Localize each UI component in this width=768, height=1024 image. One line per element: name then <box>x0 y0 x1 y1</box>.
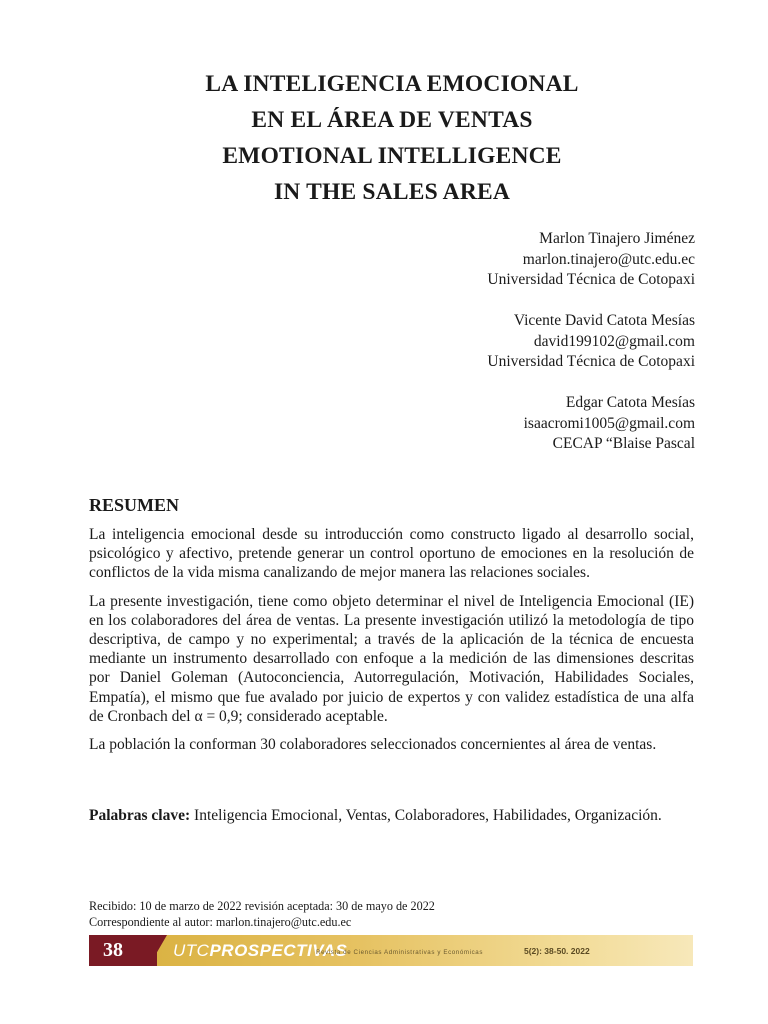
title-line: EN EL ÁREA DE VENTAS <box>251 107 533 133</box>
journal-subtitle: Revista de Ciencias Administrativas y Económicas <box>316 949 484 956</box>
title-line: IN THE SALES AREA <box>273 179 511 205</box>
correspondence-note: Correspondiente al autor: marlon.tinajero@utc.edu.ec <box>89 914 352 929</box>
author-name: Edgar Catota Mesías <box>565 394 695 411</box>
title-line: LA INTELIGENCIA EMOCIONAL <box>205 71 579 97</box>
keywords-label: Palabras clave: <box>89 807 191 824</box>
author-affiliation: Universidad Técnica de Cotopaxi <box>487 271 695 288</box>
author-affiliation: CECAP “Blaise Pascal <box>552 435 695 452</box>
author-list <box>487 229 695 475</box>
keywords <box>89 806 709 826</box>
author-name: Marlon Tinajero Jiménez <box>539 230 695 247</box>
abstract-body <box>89 525 694 763</box>
journal-name: PROSPECTIVAS <box>209 941 348 960</box>
author-block <box>487 393 695 455</box>
abstract-paragraph: La inteligencia emocional desde su introducción como constructo ligado al desarrollo social, psicológico y afectivo, pretende generar un control oportuno de emociones en la resolución de conflictos de la vida misma canalizando de mejor manera las relaciones sociales. <box>89 526 694 582</box>
author-email: david199102@gmail.com <box>533 332 695 350</box>
journal-footer <box>89 935 693 966</box>
author-affiliation: Universidad Técnica de Cotopaxi <box>487 353 695 370</box>
footer-slant-decoration <box>149 935 167 966</box>
article-title <box>0 66 768 210</box>
abstract-heading: RESUMEN <box>89 495 180 515</box>
page-number: 38 <box>89 935 157 966</box>
author-block <box>487 229 695 291</box>
keywords-text: Inteligencia Emocional, Ventas, Colaboradores, Habilidades, Organización. <box>190 807 662 824</box>
journal-issue: 5(2): 38-50. 2022 <box>524 946 590 956</box>
received-note: Recibido: 10 de marzo de 2022 revisión aceptada: 30 de mayo de 2022 <box>89 899 435 913</box>
author-email: isaacromi1005@gmail.com <box>523 414 695 432</box>
author-email: marlon.tinajero@utc.edu.ec <box>522 250 695 268</box>
author-block <box>487 311 695 373</box>
abstract-paragraph: La población la conforman 30 colaboradores seleccionados concernientes al área de ventas. <box>89 736 657 754</box>
author-name: Vicente David Catota Mesías <box>513 312 695 329</box>
journal-prefix: UTC <box>173 941 210 960</box>
abstract-paragraph: La presente investigación, tiene como objeto determinar el nivel de Inteligencia Emocional (IE) en los colaboradores del área de ventas. La presente investigación utilizó la metodología de tipo descriptiva, de campo y no experimental; a través de la aplicación de la técnica de encuesta mediante un instrumento desarrollado con enfoque a la medición de las dimensiones descritas por Daniel Goleman (Autoconciencia, Autorregulación, Motivación, Habilidades Sociales, Empatía), el mismo que fue avalado por juicio de expertos y con validez estadística de una alfa de Cronbach del α = 0,9; considerado aceptable. <box>89 592 694 725</box>
title-line: EMOTIONAL INTELLIGENCE <box>222 143 562 169</box>
article-notes <box>89 899 479 930</box>
